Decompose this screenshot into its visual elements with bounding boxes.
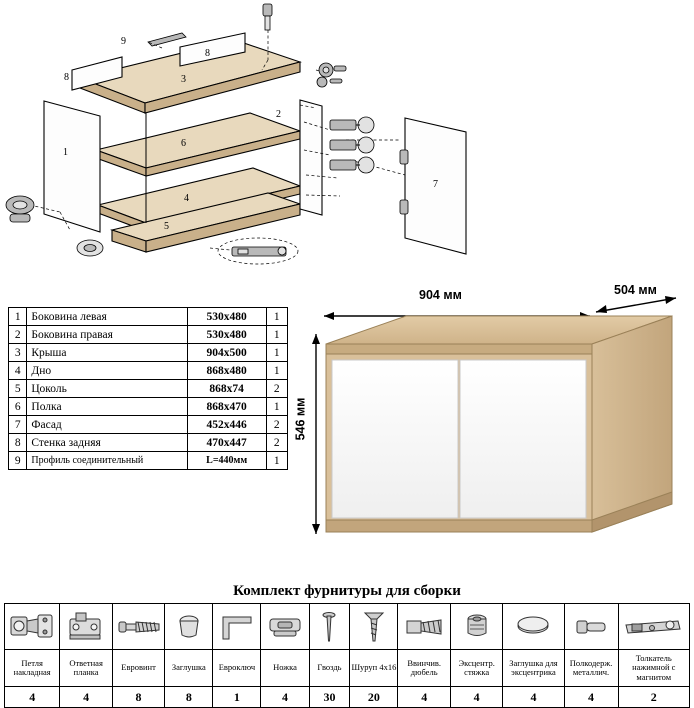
kit-item-name: Толкатель нажимной с магнитом	[618, 650, 690, 687]
kit-item-count: 8	[165, 687, 213, 708]
cabinet-depth-label: 504 мм	[614, 283, 657, 297]
kit-item-name: Заглушка	[165, 650, 213, 687]
table-row	[9, 344, 288, 362]
part-qty: 1	[266, 398, 287, 416]
part-qty: 1	[266, 362, 287, 380]
kit-item-count: 20	[350, 687, 398, 708]
kit-title: Комплект фурнитуры для сборки	[233, 583, 461, 599]
part-num: 4	[9, 362, 27, 380]
cap-icon	[165, 604, 213, 650]
kit-item-count: 4	[450, 687, 502, 708]
part-size: 868х74	[187, 380, 266, 398]
callout-4: 4	[184, 193, 189, 204]
table-row	[9, 452, 288, 470]
part-name: Боковина левая	[27, 308, 187, 326]
screw-icon	[350, 604, 398, 650]
kit-item-count: 4	[60, 687, 112, 708]
part-qty: 1	[266, 452, 287, 470]
kit-item-count: 4	[261, 687, 309, 708]
kit-item-name: Евровинт	[112, 650, 164, 687]
euro-screw-icon	[112, 604, 164, 650]
callout-8a: 8	[64, 72, 69, 83]
part-num: 9	[9, 452, 27, 470]
kit-item-name: Ввинчив. дюбель	[398, 650, 450, 687]
part-name: Полка	[27, 398, 187, 416]
hardware-kit-table	[4, 603, 690, 708]
hinge-plate-icon	[60, 604, 112, 650]
part-size: L=440мм	[187, 452, 266, 470]
nail-icon	[309, 604, 350, 650]
eccentric-cap-icon	[503, 604, 564, 650]
euro-key-icon	[213, 604, 261, 650]
part-num: 2	[9, 326, 27, 344]
shelf-support-icon	[564, 604, 618, 650]
leg-icon	[261, 604, 309, 650]
table-row	[9, 380, 288, 398]
callout-6: 6	[181, 138, 186, 149]
table-row	[9, 398, 288, 416]
part-size: 868х470	[187, 398, 266, 416]
kit-item-count: 4	[5, 687, 60, 708]
callout-5: 5	[164, 221, 169, 232]
kit-icons-row	[5, 604, 690, 650]
part-size: 904х500	[187, 344, 266, 362]
kit-item-count: 4	[503, 687, 564, 708]
part-qty: 1	[266, 308, 287, 326]
table-row	[9, 416, 288, 434]
part-name: Дно	[27, 362, 187, 380]
kit-item-name: Заглушка для эксцентрика	[503, 650, 564, 687]
part-num: 3	[9, 344, 27, 362]
kit-item-name: Эксцентр. стяжка	[450, 650, 502, 687]
kit-item-name: Евроключ	[213, 650, 261, 687]
kit-item-count: 4	[564, 687, 618, 708]
table-row	[9, 434, 288, 452]
callout-2: 2	[276, 109, 281, 120]
kit-item-name: Гвоздь	[309, 650, 350, 687]
part-name: Стенка задняя	[27, 434, 187, 452]
callout-9: 9	[121, 36, 126, 47]
kit-item-name: Ножка	[261, 650, 309, 687]
part-qty: 1	[266, 344, 287, 362]
cabinet-width-label: 904 мм	[419, 288, 462, 302]
kit-item-name: Шуруп 4х16	[350, 650, 398, 687]
callout-3: 3	[181, 74, 186, 85]
part-qty: 2	[266, 380, 287, 398]
cabinet-door-left	[332, 360, 458, 518]
part-size: 530х480	[187, 326, 266, 344]
kit-item-count: 4	[398, 687, 450, 708]
exploded-assembly-diagram	[0, 0, 480, 285]
part-num: 8	[9, 434, 27, 452]
part-size: 452х446	[187, 416, 266, 434]
kit-counts-row	[5, 687, 690, 708]
table-row	[9, 362, 288, 380]
part-size: 470х447	[187, 434, 266, 452]
part-num: 5	[9, 380, 27, 398]
eccentric-icon	[450, 604, 502, 650]
parts-table	[8, 307, 288, 470]
kit-item-count: 2	[618, 687, 690, 708]
callout-8b: 8	[205, 48, 210, 59]
part-qty: 2	[266, 416, 287, 434]
part-name: Профиль соединительный	[27, 452, 187, 470]
kit-item-count: 8	[112, 687, 164, 708]
cabinet-render	[293, 283, 690, 547]
table-row	[9, 308, 288, 326]
hinge-overlay-icon	[5, 604, 60, 650]
kit-item-name: Полкодерж. металлич.	[564, 650, 618, 687]
table-row	[9, 326, 288, 344]
part-name: Крыша	[27, 344, 187, 362]
part-qty: 2	[266, 434, 287, 452]
cabinet-door-right	[460, 360, 586, 518]
part-name: Цоколь	[27, 380, 187, 398]
magnet-pusher-icon	[618, 604, 690, 650]
dowel-icon	[398, 604, 450, 650]
part-size: 530х480	[187, 308, 266, 326]
callout-7: 7	[433, 179, 438, 190]
kit-item-name: Петля накладная	[5, 650, 60, 687]
part-name: Фасад	[27, 416, 187, 434]
kit-item-count: 30	[309, 687, 350, 708]
part-qty: 1	[266, 326, 287, 344]
kit-names-row	[5, 650, 690, 687]
part-num: 7	[9, 416, 27, 434]
part-num: 6	[9, 398, 27, 416]
part-name: Боковина правая	[27, 326, 187, 344]
part-size: 868х480	[187, 362, 266, 380]
callout-1: 1	[63, 147, 68, 158]
kit-item-name: Ответная планка	[60, 650, 112, 687]
part-num: 1	[9, 308, 27, 326]
cabinet-height-label: 546 мм	[293, 397, 308, 441]
kit-item-count: 1	[213, 687, 261, 708]
